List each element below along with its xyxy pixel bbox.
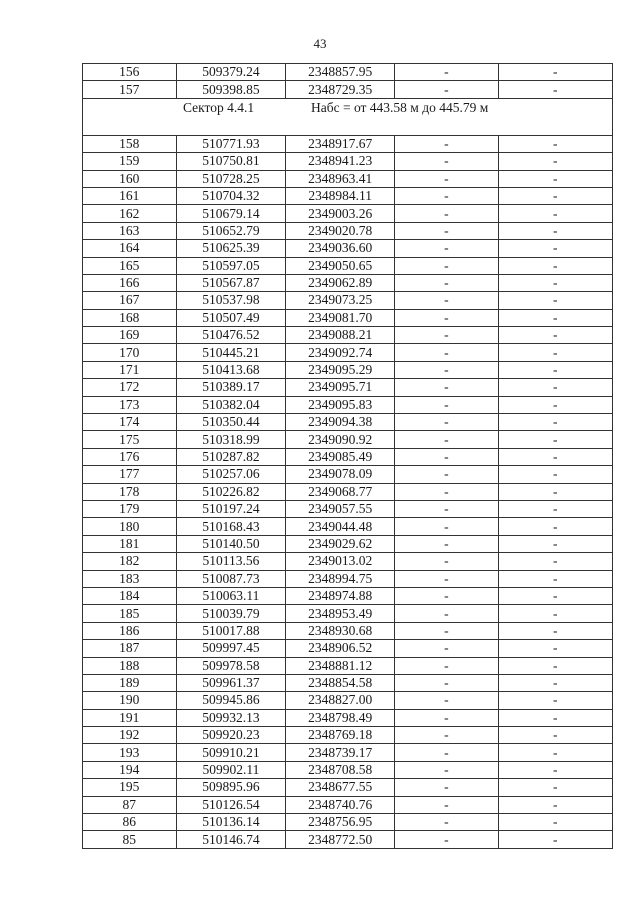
table-row (83, 553, 613, 570)
coord-y: 2348769.18 (286, 727, 395, 744)
coord-y: 2348756.95 (286, 814, 395, 831)
coord-y: 2349081.70 (286, 309, 395, 326)
coord-y: 2349020.78 (286, 222, 395, 239)
col-4-value: - (395, 274, 498, 291)
coord-y: 2348772.50 (286, 831, 395, 848)
coord-x: 510445.21 (176, 344, 286, 361)
coord-y: 2348941.23 (286, 153, 395, 170)
point-number: 189 (83, 674, 177, 691)
coord-y: 2348798.49 (286, 709, 395, 726)
sector-header (83, 98, 613, 135)
point-number: 185 (83, 605, 177, 622)
coord-x: 510113.56 (176, 553, 286, 570)
coord-y: 2349078.09 (286, 466, 395, 483)
col-4-value: - (395, 744, 498, 761)
col-5-value: - (498, 309, 612, 326)
point-number: 190 (83, 692, 177, 709)
col-5-value: - (498, 64, 612, 81)
col-4-value: - (395, 709, 498, 726)
sector-name: Сектор 4.4.1 (183, 99, 255, 115)
col-4-value: - (395, 587, 498, 604)
col-4-value: - (395, 81, 498, 98)
point-number: 183 (83, 570, 177, 587)
col-5-value: - (498, 587, 612, 604)
coord-x: 509398.85 (176, 81, 286, 98)
table-row (83, 709, 613, 726)
table-row (83, 274, 613, 291)
coord-y: 2349050.65 (286, 257, 395, 274)
coord-x: 510063.11 (176, 587, 286, 604)
table-row (83, 222, 613, 239)
table-row (83, 587, 613, 604)
table-row (83, 761, 613, 778)
col-4-value: - (395, 640, 498, 657)
col-4-value: - (395, 500, 498, 517)
col-5-value: - (498, 466, 612, 483)
coord-y: 2348857.95 (286, 64, 395, 81)
coord-x: 510413.68 (176, 361, 286, 378)
coord-y: 2349095.83 (286, 396, 395, 413)
point-number: 167 (83, 292, 177, 309)
col-5-value: - (498, 170, 612, 187)
point-number: 87 (83, 796, 177, 813)
coord-x: 509902.11 (176, 761, 286, 778)
table-row (83, 500, 613, 517)
coord-x: 510287.82 (176, 448, 286, 465)
coord-y: 2349094.38 (286, 414, 395, 431)
coord-y: 2348917.67 (286, 135, 395, 152)
point-number: 195 (83, 779, 177, 796)
coord-x: 509379.24 (176, 64, 286, 81)
table-row (83, 448, 613, 465)
col-4-value: - (395, 466, 498, 483)
point-number: 159 (83, 153, 177, 170)
point-number: 192 (83, 727, 177, 744)
col-4-value: - (395, 796, 498, 813)
point-number: 165 (83, 257, 177, 274)
coord-y: 2349057.55 (286, 500, 395, 517)
col-4-value: - (395, 205, 498, 222)
col-4-value: - (395, 344, 498, 361)
coord-x: 510476.52 (176, 327, 286, 344)
coord-x: 510140.50 (176, 535, 286, 552)
coord-y: 2349095.29 (286, 361, 395, 378)
col-4-value: - (395, 187, 498, 204)
coord-y: 2348739.17 (286, 744, 395, 761)
coord-y: 2349088.21 (286, 327, 395, 344)
point-number: 171 (83, 361, 177, 378)
coord-x: 510597.05 (176, 257, 286, 274)
table-row (83, 431, 613, 448)
coord-x: 510197.24 (176, 500, 286, 517)
col-4-value: - (395, 814, 498, 831)
col-5-value: - (498, 744, 612, 761)
coord-y: 2348906.52 (286, 640, 395, 657)
col-5-value: - (498, 414, 612, 431)
table-row (83, 796, 613, 813)
coord-x: 509997.45 (176, 640, 286, 657)
col-4-value: - (395, 64, 498, 81)
col-5-value: - (498, 344, 612, 361)
table-row (83, 309, 613, 326)
coord-x: 510039.79 (176, 605, 286, 622)
coord-x: 509978.58 (176, 657, 286, 674)
col-4-value: - (395, 379, 498, 396)
col-4-value: - (395, 135, 498, 152)
point-number: 184 (83, 587, 177, 604)
coord-y: 2349090.92 (286, 431, 395, 448)
col-4-value: - (395, 535, 498, 552)
col-5-value: - (498, 222, 612, 239)
col-4-value: - (395, 240, 498, 257)
col-4-value: - (395, 153, 498, 170)
col-4-value: - (395, 779, 498, 796)
table-row (83, 292, 613, 309)
table-row (83, 257, 613, 274)
sector-cell (83, 98, 613, 135)
col-5-value: - (498, 483, 612, 500)
point-number: 194 (83, 761, 177, 778)
point-number: 178 (83, 483, 177, 500)
point-number: 181 (83, 535, 177, 552)
col-5-value: - (498, 570, 612, 587)
table-row (83, 396, 613, 413)
col-5-value: - (498, 187, 612, 204)
point-number: 160 (83, 170, 177, 187)
col-4-value: - (395, 674, 498, 691)
coord-y: 2349029.62 (286, 535, 395, 552)
coord-y: 2349013.02 (286, 553, 395, 570)
coord-x: 509945.86 (176, 692, 286, 709)
coord-x: 510704.32 (176, 187, 286, 204)
coord-y: 2348677.55 (286, 779, 395, 796)
point-number: 179 (83, 500, 177, 517)
col-5-value: - (498, 431, 612, 448)
point-number: 182 (83, 553, 177, 570)
sector-row (83, 98, 613, 135)
coord-y: 2348729.35 (286, 81, 395, 98)
coord-x: 510567.87 (176, 274, 286, 291)
table-row (83, 81, 613, 98)
table-row (83, 153, 613, 170)
col-4-value: - (395, 414, 498, 431)
table-row (83, 692, 613, 709)
coord-x: 510136.14 (176, 814, 286, 831)
table-row (83, 170, 613, 187)
point-number: 188 (83, 657, 177, 674)
col-5-value: - (498, 379, 612, 396)
col-4-value: - (395, 831, 498, 848)
coord-x: 510017.88 (176, 622, 286, 639)
col-5-value: - (498, 605, 612, 622)
coord-x: 510226.82 (176, 483, 286, 500)
coord-x: 509895.96 (176, 779, 286, 796)
coord-y: 2349095.71 (286, 379, 395, 396)
table-row (83, 379, 613, 396)
table-row (83, 205, 613, 222)
point-number: 166 (83, 274, 177, 291)
table-row (83, 674, 613, 691)
coord-x: 509920.23 (176, 727, 286, 744)
table-row (83, 535, 613, 552)
coord-y: 2348984.11 (286, 187, 395, 204)
table-row (83, 744, 613, 761)
coord-y: 2348827.00 (286, 692, 395, 709)
table-row (83, 518, 613, 535)
coord-x: 510625.39 (176, 240, 286, 257)
coord-y: 2349044.48 (286, 518, 395, 535)
col-5-value: - (498, 761, 612, 778)
col-5-value: - (498, 535, 612, 552)
coord-x: 510750.81 (176, 153, 286, 170)
col-5-value: - (498, 205, 612, 222)
coord-x: 509932.13 (176, 709, 286, 726)
col-4-value: - (395, 257, 498, 274)
point-number: 177 (83, 466, 177, 483)
point-number: 169 (83, 327, 177, 344)
table-row (83, 727, 613, 744)
col-4-value: - (395, 431, 498, 448)
col-5-value: - (498, 81, 612, 98)
col-5-value: - (498, 500, 612, 517)
table-row (83, 135, 613, 152)
point-number: 186 (83, 622, 177, 639)
col-4-value: - (395, 622, 498, 639)
table-row (83, 779, 613, 796)
col-4-value: - (395, 483, 498, 500)
col-5-value: - (498, 692, 612, 709)
col-4-value: - (395, 553, 498, 570)
coord-x: 509961.37 (176, 674, 286, 691)
point-number: 85 (83, 831, 177, 848)
col-5-value: - (498, 518, 612, 535)
coord-y: 2348953.49 (286, 605, 395, 622)
point-number: 163 (83, 222, 177, 239)
col-4-value: - (395, 657, 498, 674)
coord-x: 510126.54 (176, 796, 286, 813)
coord-y: 2348974.88 (286, 587, 395, 604)
col-5-value: - (498, 153, 612, 170)
col-5-value: - (498, 640, 612, 657)
point-number: 170 (83, 344, 177, 361)
col-5-value: - (498, 674, 612, 691)
coord-x: 510771.93 (176, 135, 286, 152)
point-number: 161 (83, 187, 177, 204)
table-row (83, 327, 613, 344)
point-number: 156 (83, 64, 177, 81)
col-5-value: - (498, 135, 612, 152)
col-5-value: - (498, 274, 612, 291)
col-5-value: - (498, 448, 612, 465)
table-body-main (83, 135, 613, 848)
col-4-value: - (395, 570, 498, 587)
col-5-value: - (498, 814, 612, 831)
col-5-value: - (498, 553, 612, 570)
table-row (83, 640, 613, 657)
col-5-value: - (498, 257, 612, 274)
col-5-value: - (498, 831, 612, 848)
coord-y: 2349092.74 (286, 344, 395, 361)
coord-x: 510389.17 (176, 379, 286, 396)
point-number: 86 (83, 814, 177, 831)
coord-y: 2348930.68 (286, 622, 395, 639)
col-5-value: - (498, 292, 612, 309)
table-row (83, 570, 613, 587)
table-row (83, 466, 613, 483)
coord-y: 2349036.60 (286, 240, 395, 257)
col-4-value: - (395, 309, 498, 326)
coord-y: 2349085.49 (286, 448, 395, 465)
col-5-value: - (498, 240, 612, 257)
col-5-value: - (498, 361, 612, 378)
table-row (83, 344, 613, 361)
coord-x: 510382.04 (176, 396, 286, 413)
col-5-value: - (498, 327, 612, 344)
table-row (83, 605, 613, 622)
table-row (83, 414, 613, 431)
point-number: 175 (83, 431, 177, 448)
point-number: 172 (83, 379, 177, 396)
coord-y: 2348881.12 (286, 657, 395, 674)
coord-x: 510087.73 (176, 570, 286, 587)
coord-y: 2349003.26 (286, 205, 395, 222)
point-number: 162 (83, 205, 177, 222)
coord-y: 2348854.58 (286, 674, 395, 691)
table-row (83, 622, 613, 639)
coordinates-table (82, 63, 613, 849)
coord-x: 510537.98 (176, 292, 286, 309)
page-number: 43 (313, 36, 327, 51)
point-number: 193 (83, 744, 177, 761)
col-5-value: - (498, 779, 612, 796)
col-4-value: - (395, 692, 498, 709)
coord-x: 510257.06 (176, 466, 286, 483)
table-row (83, 240, 613, 257)
table-row (83, 814, 613, 831)
col-4-value: - (395, 396, 498, 413)
point-number: 176 (83, 448, 177, 465)
coord-y: 2349062.89 (286, 274, 395, 291)
col-5-value: - (498, 622, 612, 639)
point-number: 174 (83, 414, 177, 431)
col-4-value: - (395, 448, 498, 465)
coord-y: 2348994.75 (286, 570, 395, 587)
table-row (83, 483, 613, 500)
table-row (83, 64, 613, 81)
sector-height-range: Набс = от 443.58 м до 445.79 м (311, 99, 489, 115)
point-number: 164 (83, 240, 177, 257)
point-number: 158 (83, 135, 177, 152)
col-5-value: - (498, 657, 612, 674)
point-number: 173 (83, 396, 177, 413)
coord-y: 2349068.77 (286, 483, 395, 500)
col-4-value: - (395, 727, 498, 744)
coord-x: 510146.74 (176, 831, 286, 848)
coord-y: 2349073.25 (286, 292, 395, 309)
coord-y: 2348740.76 (286, 796, 395, 813)
coord-y: 2348963.41 (286, 170, 395, 187)
coord-x: 510168.43 (176, 518, 286, 535)
point-number: 191 (83, 709, 177, 726)
col-4-value: - (395, 327, 498, 344)
point-number: 168 (83, 309, 177, 326)
coord-x: 510652.79 (176, 222, 286, 239)
point-number: 187 (83, 640, 177, 657)
col-5-value: - (498, 709, 612, 726)
col-4-value: - (395, 292, 498, 309)
col-5-value: - (498, 396, 612, 413)
coord-x: 510507.49 (176, 309, 286, 326)
coord-y: 2348708.58 (286, 761, 395, 778)
point-number: 157 (83, 81, 177, 98)
table-row (83, 657, 613, 674)
coord-x: 510350.44 (176, 414, 286, 431)
col-4-value: - (395, 518, 498, 535)
col-4-value: - (395, 222, 498, 239)
coord-x: 510728.25 (176, 170, 286, 187)
table-row (83, 187, 613, 204)
col-4-value: - (395, 170, 498, 187)
col-5-value: - (498, 796, 612, 813)
col-4-value: - (395, 605, 498, 622)
coord-x: 510318.99 (176, 431, 286, 448)
table-row (83, 361, 613, 378)
col-4-value: - (395, 761, 498, 778)
coord-x: 509910.21 (176, 744, 286, 761)
col-5-value: - (498, 727, 612, 744)
coord-x: 510679.14 (176, 205, 286, 222)
point-number: 180 (83, 518, 177, 535)
col-4-value: - (395, 361, 498, 378)
table-body-top (83, 64, 613, 99)
table-row (83, 831, 613, 848)
